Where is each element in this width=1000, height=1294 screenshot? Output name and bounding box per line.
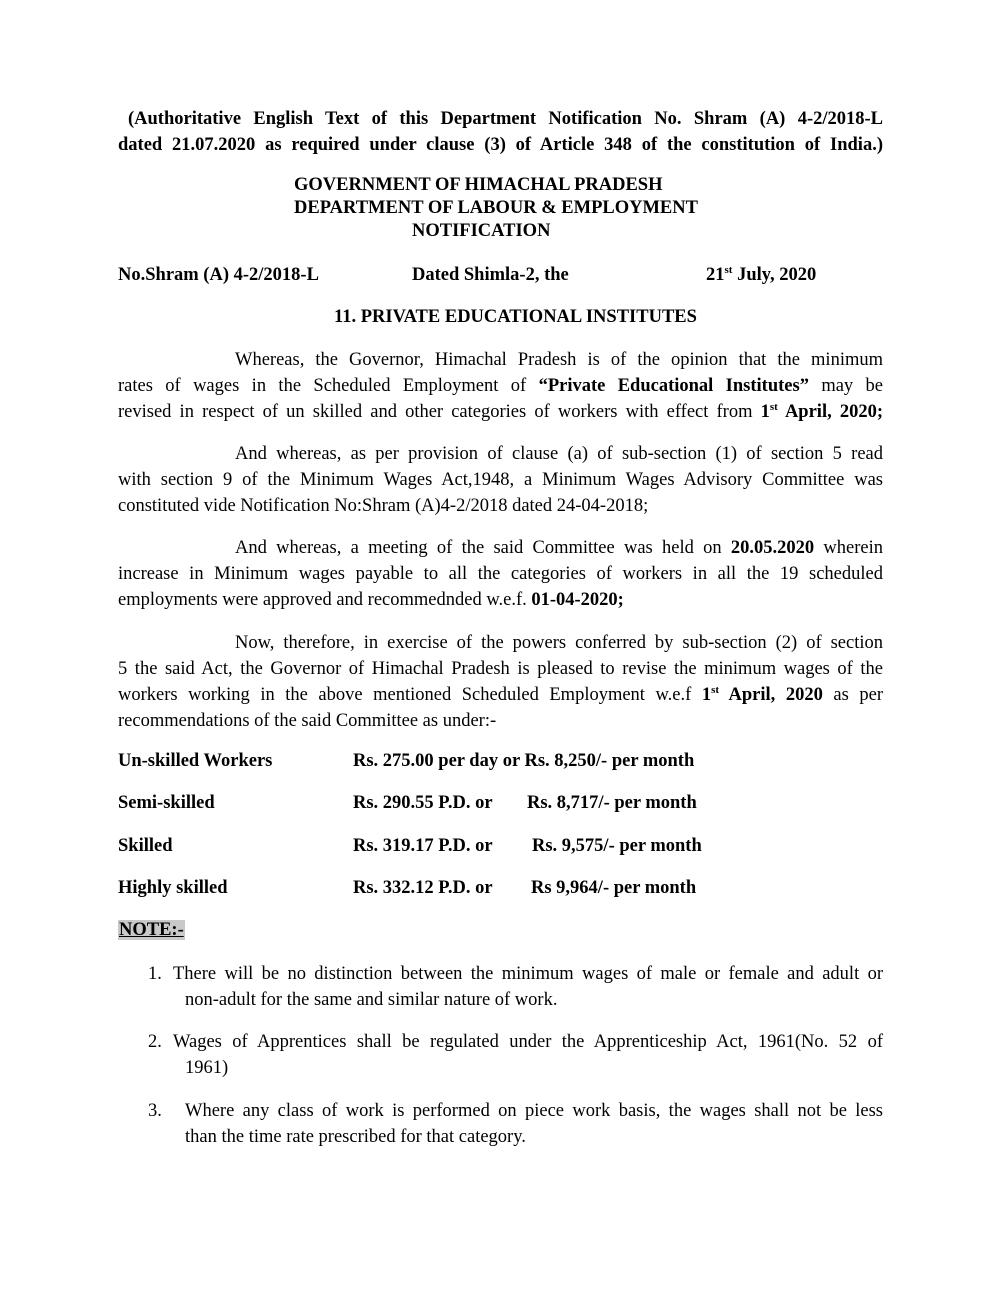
subject-heading: 11. PRIVATE EDUCATIONAL INSTITUTES <box>334 307 697 327</box>
paragraph-and-whereas-committee: And whereas, as per provision of clause (a) of sub-section (1) of section 5 read with section 9 of the Minimum Wages Act,1948, a Minimum Wages Advisory Committee was constituted vide Notification No:Shram (A)4-2/2018 dated 24-04-2018; <box>118 444 883 516</box>
wage-row-semi-skilled: Semi-skilled Rs. 290.55 P.D. or Rs. 8,717/- per month <box>118 793 697 813</box>
department-name: DEPARTMENT OF LABOUR & EMPLOYMENT <box>294 198 698 218</box>
reference-line <box>118 265 883 291</box>
notification-number: No.Shram (A) 4-2/2018-L <box>118 265 319 285</box>
note-item: 2. Wages of Apprentices shall be regulated under the Apprenticeship Act, 1961(No. 52 of 1961) <box>148 1032 883 1078</box>
wage-row-skilled: Skilled Rs. 319.17 P.D. or Rs. 9,575/- per month <box>118 836 702 856</box>
notification-date: 21st July, 2020 <box>706 264 817 285</box>
paragraph-and-whereas-meeting: And whereas, a meeting of the said Committee was held on 20.05.2020 wherein increase in Minimum wages payable to all the categories of workers in all the 19 scheduled employments were approved and recommednded w.e.f. 01-04-2020; <box>118 538 883 610</box>
paragraph-now-therefore: Now, therefore, in exercise of the powers conferred by sub-section (2) of section 5 the said Act, the Governor of Himachal Pradesh is pleased to revise the minimum wages of the workers working in the above mentioned Scheduled Employment w.e.f 1st April, 2020 as per recommendations of the said Committee as under:- <box>118 633 883 731</box>
note-item: 3. Where any class of work is performed on piece work basis, the wages shall not be less than the time rate prescribed for that category. <box>148 1101 883 1147</box>
authoritative-text-note <box>118 106 883 158</box>
paragraph-whereas: Whereas, the Governor, Himachal Pradesh is of the opinion that the minimum rates of wages in the Scheduled Employment of “Private Educational Institutes” may be revised in respect of un skilled and other categories of workers with effect from 1st April, 2020; <box>118 350 884 422</box>
notification-title: NOTIFICATION <box>412 221 551 241</box>
government-heading <box>118 174 883 243</box>
dated-label: Dated Shimla-2, the <box>412 265 569 285</box>
note-heading: NOTE:- <box>119 920 184 940</box>
header-note-line2: dated 21.07.2020 as required under clause (3) of Article 348 of the constitution of India.) <box>118 135 883 155</box>
header-note-line1: (Authoritative English Text of this Department Notification No. Shram (A) 4-2/2018-L <box>128 109 883 129</box>
wage-row-unskilled: Un-skilled Workers Rs. 275.00 per day or Rs. 8,250/- per month <box>118 751 695 771</box>
note-item: 1. There will be no distinction between the minimum wages of male or female and adult or non-adult for the same and similar nature of work. <box>148 964 883 1010</box>
government-name: GOVERNMENT OF HIMACHAL PRADESH <box>294 175 663 195</box>
wage-row-highly-skilled: Highly skilled Rs. 332.12 P.D. or Rs 9,964/- per month <box>118 878 697 898</box>
